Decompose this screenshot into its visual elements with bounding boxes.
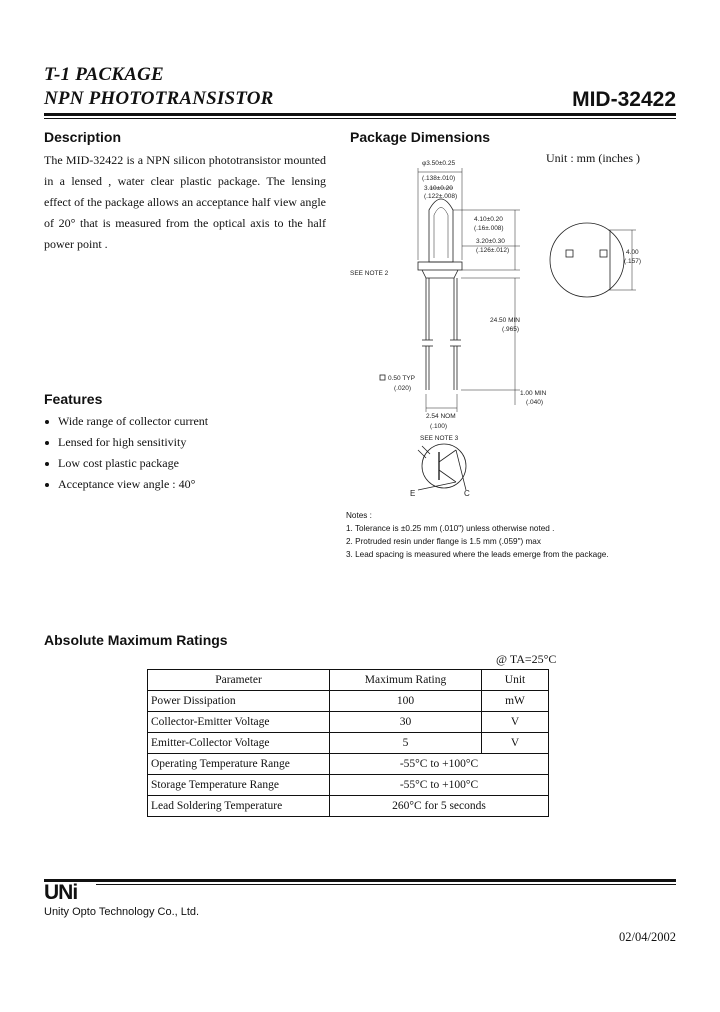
dim-h2-in: (.126±.012)	[476, 247, 510, 254]
units-label: Unit : mm (inches )	[546, 151, 640, 165]
see-note-3: SEE NOTE 3	[420, 435, 459, 442]
ratings-heading: Absolute Maximum Ratings	[44, 632, 228, 648]
dim-square-typ: 0.50 TYP	[388, 375, 415, 382]
side-view-outline	[550, 223, 624, 297]
footer-rule-thick	[44, 879, 676, 882]
dim-lead-spacing-in: (.100)	[430, 423, 447, 430]
dim-h1: 4.10±0.20	[474, 216, 503, 223]
cell-parameter: Collector-Emitter Voltage	[148, 712, 330, 733]
package-notes	[346, 509, 609, 561]
note-3: 3. Lead spacing is measured where the leads emerge from the package.	[346, 550, 609, 559]
feature-item: Acceptance view angle : 40°	[44, 474, 208, 495]
document-date: 02/04/2002	[619, 930, 676, 944]
cell-rating: 5	[330, 733, 482, 754]
cell-rating: 260°C for 5 seconds	[330, 796, 549, 817]
package-heading: Package Dimensions	[350, 129, 491, 145]
cell-unit: V	[482, 712, 549, 733]
description-heading: Description	[44, 129, 122, 145]
pin-e-label: E	[410, 489, 416, 498]
ratings-table	[147, 669, 549, 817]
notes-title: Notes :	[346, 511, 372, 520]
title-package: T-1 PACKAGE	[44, 64, 164, 85]
table-row	[148, 754, 549, 775]
pin-c-label: C	[464, 489, 470, 498]
company-name: Unity Opto Technology Co., Ltd.	[44, 906, 200, 918]
dim-d2-in: (.122±.008)	[424, 193, 458, 200]
description-text: The MID-32422 is a NPN silicon phototransistor mounted in a lensed , water clear plastic package. The lensing effect of the package allows an acceptance half view angle of 20° that is measured from the optical axis to the half power point .	[44, 153, 326, 251]
dim-min1: 1.00 MIN	[520, 390, 547, 397]
cell-rating: 100	[330, 691, 482, 712]
title-device-type: NPN PHOTOTRANSISTOR	[44, 88, 274, 109]
cell-parameter: Power Dissipation	[148, 691, 330, 712]
cell-unit: mW	[482, 691, 549, 712]
transistor-symbol	[422, 444, 466, 488]
col-unit: Unit	[482, 670, 549, 691]
table-row	[148, 691, 549, 712]
table-row	[148, 796, 549, 817]
header-rule-thin	[44, 118, 676, 119]
cell-parameter: Storage Temperature Range	[148, 775, 330, 796]
ratings-condition: @ TA=25°C	[496, 652, 557, 666]
package-drawing	[340, 150, 680, 510]
dim-d1: φ3.50±0.25	[422, 160, 456, 167]
note-2: 2. Protruded resin under flange is 1.5 mm (.059") max	[346, 537, 541, 546]
part-number: MID-32422	[572, 88, 676, 111]
table-row	[148, 712, 549, 733]
table-row	[148, 775, 549, 796]
dim-side-in: (.157)	[624, 258, 641, 265]
dim-h2: 3.20±0.30	[476, 238, 505, 245]
features-heading: Features	[44, 391, 103, 407]
col-parameter: Parameter	[148, 670, 330, 691]
flange	[418, 262, 462, 270]
dim-lead-length: 24.50 MIN	[490, 317, 520, 324]
dim-min1-in: (.040)	[526, 399, 543, 406]
dim-square-typ-in: (.020)	[394, 385, 411, 392]
col-rating: Maximum Rating	[330, 670, 482, 691]
dim-side: 4.00	[626, 249, 639, 256]
features-list	[44, 411, 208, 495]
cell-parameter: Emitter-Collector Voltage	[148, 733, 330, 754]
dim-d2: 3.10±0.20	[424, 185, 453, 192]
cell-rating: -55°C to +100°C	[330, 775, 549, 796]
see-note-2: SEE NOTE 2	[350, 270, 389, 277]
header-rule-thick	[44, 113, 676, 116]
lens-outline	[429, 199, 453, 262]
cell-parameter: Operating Temperature Range	[148, 754, 330, 775]
cell-rating: 30	[330, 712, 482, 733]
dim-lead-spacing: 2.54 NOM	[426, 413, 456, 420]
table-row	[148, 733, 549, 754]
feature-item: Lensed for high sensitivity	[44, 432, 208, 453]
dim-d1-in: (.138±.010)	[422, 175, 456, 182]
cell-rating: -55°C to +100°C	[330, 754, 549, 775]
cell-unit: V	[482, 733, 549, 754]
note-1: 1. Tolerance is ±0.25 mm (.010") unless otherwise noted .	[346, 524, 555, 533]
dim-lead-length-in: (.965)	[502, 326, 519, 333]
company-logo: UNi	[44, 881, 78, 904]
dim-h1-in: (.16±.008)	[474, 225, 504, 232]
table-header-row	[148, 670, 549, 691]
cell-parameter: Lead Soldering Temperature	[148, 796, 330, 817]
feature-item: Wide range of collector current	[44, 411, 208, 432]
feature-item: Low cost plastic package	[44, 453, 208, 474]
footer-rule-thin	[96, 884, 676, 885]
